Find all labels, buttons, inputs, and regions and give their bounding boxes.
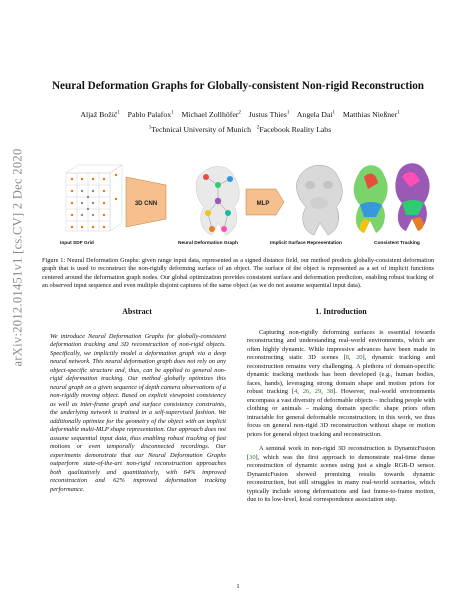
abstract-heading: Abstract bbox=[122, 307, 152, 316]
affiliation: Technical University of Munich bbox=[151, 125, 251, 134]
figure-caption: Figure 1: Neural Deformation Graphs: given range input data, represented as a signed distance field, our method predicts globally-consistent deformation graph that is used to reconstruct the non-rigidly deforming surface of an object. The surface of the object is represented as a set of implicit functions centered around the deformation graph nodes. Our global optimization provides consistent surface and deformation prediction, enabling robust tracking of an observed input sequence and even multiple disjoint captures of the same object (as we do not assume sequential input data). bbox=[42, 257, 434, 290]
citation-link[interactable]: 4 bbox=[294, 388, 298, 395]
introduction-column bbox=[247, 308, 435, 511]
arxiv-stamp: arXiv:2012.01451v1 [cs.CV] 2 Dec 2020 bbox=[10, 148, 25, 367]
figure-label-input-sdf: Input SDF Grid bbox=[60, 241, 94, 246]
author-list bbox=[30, 110, 450, 119]
page-number: 1 bbox=[236, 583, 240, 590]
paper-title: Neural Deformation Graphs for Globally-consistent Non-rigid Reconstruction bbox=[51, 80, 425, 92]
mlp-label: MLP bbox=[256, 201, 270, 207]
figure-label-tracking: Consistent Tracking bbox=[374, 241, 420, 246]
author: Pablo Palafox$^1$ bbox=[127, 110, 174, 119]
author: Michael Zollhöfer$^2$ bbox=[181, 110, 241, 119]
intro-paragraph-2: A seminal work in non-rigid 3D reconstruction is DynamicFusion [30], which was the first approach to demonstrate real-time dense reconstruction of dynamic scenes using just a single RGB-D sensor. DynamicFusion showed promising results towards dynamic reconstruction, but still struggles in many real-world scenarios, which typically include strong deformations and fast frame-to-frame motion, due to its low-level, local correspondence association step. bbox=[247, 445, 435, 503]
citation-link[interactable]: 38 bbox=[326, 388, 334, 395]
consistent-tracking-illustration bbox=[354, 163, 430, 233]
abstract-column bbox=[42, 308, 232, 494]
author: Justus Thies$^1$ bbox=[248, 110, 290, 119]
figure-label-graph: Neural Deformation Graph bbox=[178, 241, 238, 246]
citation-link[interactable]: 29 bbox=[314, 388, 322, 395]
intro-paragraph-1: Capturing non-rigidly deforming surfaces is essential towards reconstructing and understanding real-world environments, which are often highly dynamic. While impressive advances have been made in reconstructing static 3D scenes [8, 20], dynamic tracking and reconstruction remains very challenging. A plethora of domain-specific dynamic tracking methods has been developed (e.g., human bodies, faces, hands), leveraging strong domain shape and motion priors for robust tracking [4, 26, 29, 38]. However, real-world environments encompass a vast diversity of deformable objects – including people with clothing or animals – making domain specific shape priors often intractable for general deformable reconstruction; in this work, we thus focus on general non-rigid 3D reconstruction without shape or motion priors for general object tracking and reconstruction. bbox=[247, 328, 436, 438]
citation-link[interactable]: 26 bbox=[302, 388, 310, 395]
teaser-figure bbox=[58, 155, 438, 255]
citation-link[interactable]: 8 bbox=[345, 354, 349, 361]
figure-label-implicit: Implicit Surface Representation bbox=[270, 241, 342, 246]
citation-link[interactable]: 30 bbox=[249, 453, 256, 461]
abstract-body: We introduce Neural Deformation Graphs for globally-consistent deformation tracking and 3D reconstruction of non-rigid objects. Specifically, we implicitly model a deformation graph via a deep neural network. This neural deformation graph does not rely on any object-specific structure and, thus, can be applied to general non-rigid deformation tracking. Our method globally optimizes this neural graph on a given sequence of depth camera observations of a non-rigidly moving object. Based on explicit viewpoint consistency as well as inter-frame graph and surface consistency constraints, the underlying network is trained in a self-supervised fashion. We additionally optimize for the geometry of the object with an implicit deformable multi-MLP shape representation. Our approach does not assume sequential input data, thus enabling robust tracking of fast motions or even temporally disconnected recordings. Our experiments demonstrate that our Neural Deformation Graphs outperform state-of-the-art non-rigid reconstruction approaches both qualitatively and quantitatively, with 64% improved reconstruction and 62% improved deformation tracking performance. bbox=[50, 332, 226, 493]
affiliations: $^1$Technical University of Munich $^2$Facebook Reality Labs bbox=[148, 125, 332, 134]
cnn-label: 3D CNN bbox=[134, 201, 158, 207]
deformation-graph-illustration bbox=[196, 167, 239, 236]
sdf-grid-illustration bbox=[66, 165, 122, 231]
figure-graphic bbox=[58, 155, 438, 255]
author: Aljaž Božič$^1$ bbox=[80, 110, 120, 119]
implicit-surface-illustration bbox=[296, 165, 342, 235]
citation-link[interactable]: 20 bbox=[356, 354, 363, 361]
author: Matthias Nießner$^1$ bbox=[342, 110, 400, 119]
author: Angela Dai$^1$ bbox=[296, 110, 336, 119]
affiliation: Facebook Reality Labs bbox=[259, 125, 332, 134]
introduction-heading: 1. Introduction bbox=[315, 307, 367, 316]
